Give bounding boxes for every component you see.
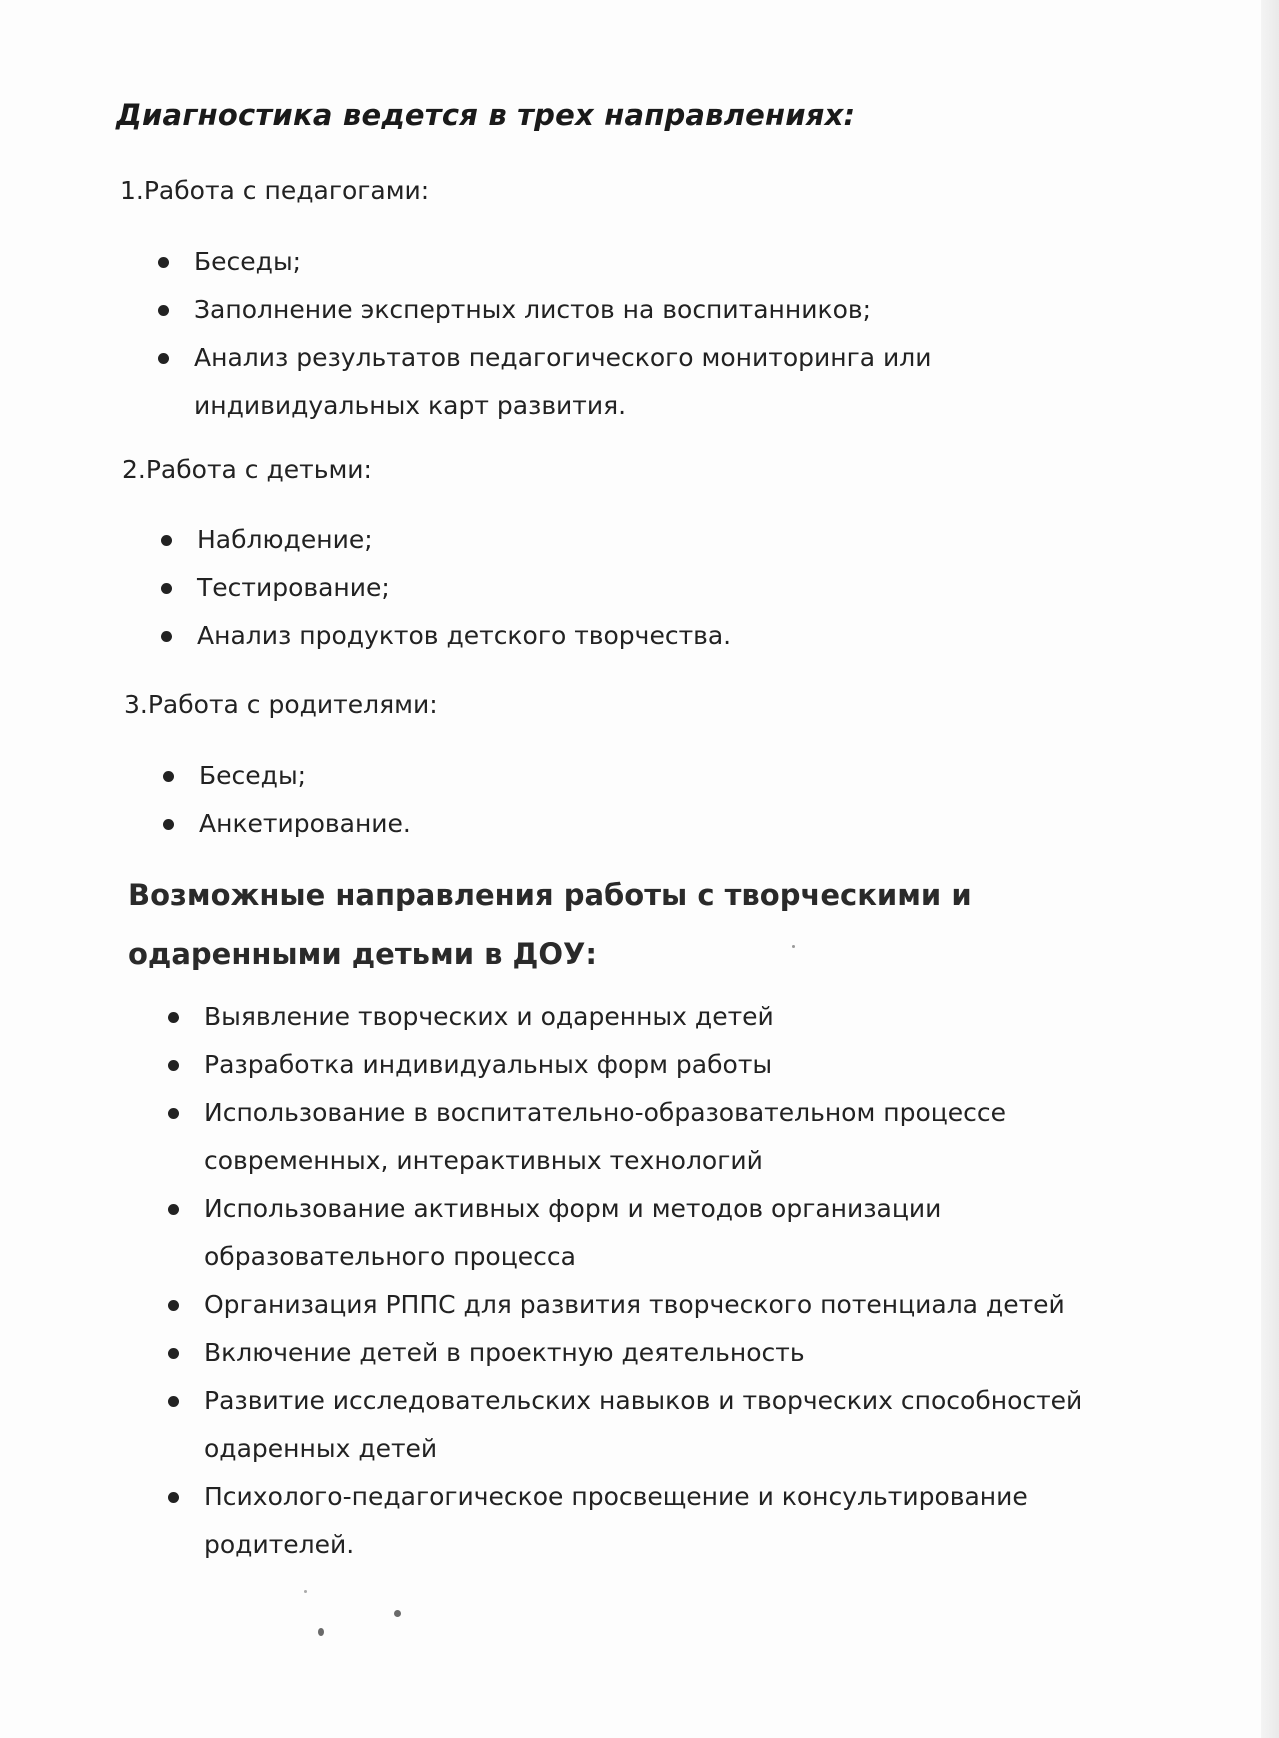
bullet-icon bbox=[158, 257, 169, 268]
list-item-text: Разработка индивидуальных форм работы bbox=[204, 1050, 773, 1079]
bullet-icon bbox=[168, 1108, 179, 1119]
children-list bbox=[161, 516, 1061, 660]
directions-list bbox=[168, 993, 1168, 1569]
list-item-text: Выявление творческих и одаренных детей bbox=[204, 1002, 774, 1031]
list-item-text: Включение детей в проектную деятельность bbox=[204, 1338, 805, 1367]
list-item-text: Анализ результатов педагогического мониторинга или индивидуальных карт развития. bbox=[194, 343, 932, 420]
diagnostics-heading: Диагностика ведется в трех направлениях: bbox=[116, 98, 856, 132]
list-item-text: Анкетирование. bbox=[199, 809, 411, 838]
list-item bbox=[163, 752, 1063, 800]
list-item-text: Психолого-педагогическое просвещение и консультирование родителей. bbox=[204, 1482, 1028, 1559]
scan-edge-shadow bbox=[1261, 0, 1279, 1738]
list-item-text: Беседы; bbox=[199, 761, 307, 790]
scan-speck bbox=[394, 1610, 401, 1617]
bullet-icon bbox=[168, 1012, 179, 1023]
list-item-text: Использование в воспитательно-образовательном процессе современных, интерактивных технологий bbox=[204, 1098, 1007, 1175]
directions-heading: Возможные направления работы с творческими и одаренными детьми в ДОУ: bbox=[128, 878, 972, 971]
bullet-icon bbox=[168, 1348, 179, 1359]
list-item bbox=[168, 1377, 1168, 1473]
scan-speck bbox=[304, 1590, 307, 1593]
list-item bbox=[168, 1329, 1168, 1377]
list-item-text: Использование активных форм и методов организации образовательного процесса bbox=[204, 1194, 942, 1271]
list-item bbox=[158, 286, 1058, 334]
scan-speck bbox=[318, 1628, 324, 1636]
bullet-icon bbox=[158, 353, 169, 364]
bullet-icon bbox=[161, 583, 172, 594]
bullet-icon bbox=[158, 305, 169, 316]
list-item bbox=[168, 1473, 1168, 1569]
bullet-icon bbox=[168, 1204, 179, 1215]
bullet-icon bbox=[168, 1060, 179, 1071]
bullet-icon bbox=[163, 819, 174, 830]
list-item bbox=[161, 612, 1061, 660]
list-item bbox=[163, 800, 1063, 848]
bullet-icon bbox=[168, 1396, 179, 1407]
list-item bbox=[168, 1281, 1168, 1329]
list-item-text: Тестирование; bbox=[197, 573, 390, 602]
bullet-icon bbox=[161, 631, 172, 642]
section-title-parents: 3.Работа с родителями: bbox=[124, 690, 438, 719]
section-title-children: 2.Работа с детьми: bbox=[122, 455, 372, 484]
section-title-teachers: 1.Работа с педагогами: bbox=[120, 176, 430, 205]
bullet-icon bbox=[168, 1300, 179, 1311]
bullet-icon bbox=[168, 1492, 179, 1503]
list-item bbox=[158, 334, 1058, 430]
list-item bbox=[161, 516, 1061, 564]
list-item bbox=[168, 993, 1168, 1041]
bullet-icon bbox=[161, 535, 172, 546]
list-item-text: Наблюдение; bbox=[197, 525, 373, 554]
list-item-text: Заполнение экспертных листов на воспитанников; bbox=[194, 295, 872, 324]
list-item-text: Беседы; bbox=[194, 247, 302, 276]
list-item bbox=[168, 1041, 1168, 1089]
list-item-text: Анализ продуктов детского творчества. bbox=[197, 621, 732, 650]
list-item-text: Организация РППС для развития творческого потенциала детей bbox=[204, 1290, 1065, 1319]
list-item bbox=[158, 238, 1058, 286]
list-item-text: Развитие исследовательских навыков и творческих способностей одаренных детей bbox=[204, 1386, 1083, 1463]
scan-speck bbox=[792, 945, 795, 948]
parents-list bbox=[163, 752, 1063, 848]
list-item bbox=[168, 1185, 1168, 1281]
list-item bbox=[168, 1089, 1168, 1185]
list-item bbox=[161, 564, 1061, 612]
bullet-icon bbox=[163, 771, 174, 782]
teachers-list bbox=[158, 238, 1058, 430]
